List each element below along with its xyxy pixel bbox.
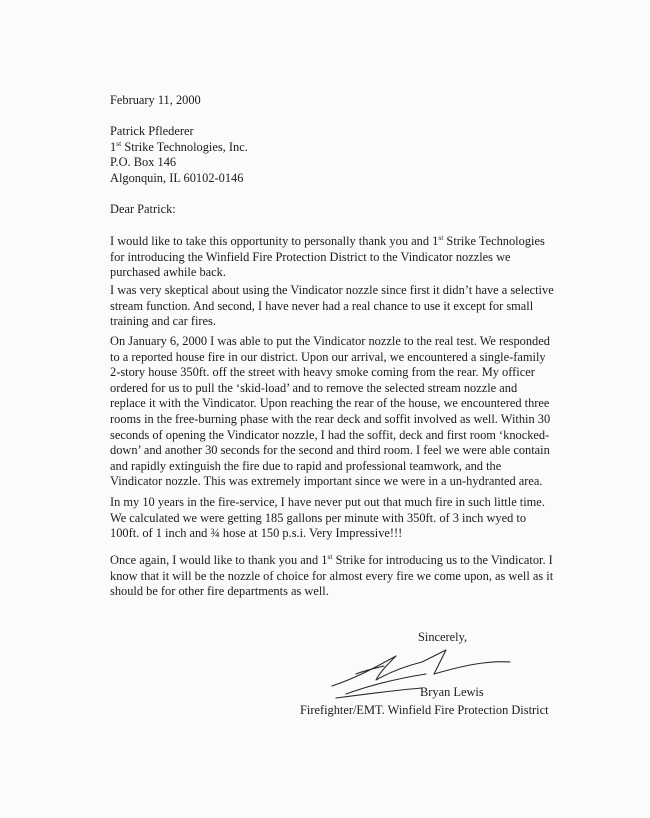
recipient-company: 1st Strike Technologies, Inc. [110, 138, 248, 154]
paragraph-2: I was very skeptical about using the Vindicator nozzle since first it didn’t have a selective stream function. And second, I have never had a real chance to use it except for small training and car fires. [110, 283, 554, 329]
signer-name: Bryan Lewis [420, 685, 484, 699]
paragraph-4: In my 10 years in the fire-service, I have never put out that much fire in such little time. We calculated we were getting 185 gallons per minute with 350ft. of 3 inch wyed to 100ft. of 1 inch and ¾ hose at 150 p.s.i. Very Impressive!!! [110, 495, 545, 541]
signer-title: Firefighter/EMT. Winfield Fire Protection District [300, 703, 549, 717]
closing: Sincerely, [418, 630, 468, 644]
recipient-po-box: P.O. Box 146 [110, 155, 177, 170]
recipient-address [110, 124, 588, 186]
letter-date: February 11, 2000 [110, 93, 201, 107]
recipient-name: Patrick Pflederer [110, 124, 194, 138]
recipient-city: Algonquin, IL 60102-0146 [110, 170, 244, 185]
paragraph-5: Once again, I would like to thank you and 1st Strike for introducing us to the Vindicator. I know that it will be the nozzle of choice for almost every fire we come upon, as well as it should be for other fire departments as well. [110, 551, 554, 599]
paragraph-3: On January 6, 2000 I was able to put the Vindicator nozzle to the real test. We responded to a reported house fire in our district. Upon our arrival, we encountered a single-family 2-story house 350ft. off the street with heavy smoke coming from the rear. My officer ordered for us to pull the ‘skid-load’ and to remove the selected stream nozzle and replace it with the Vindicator. Upon reaching the rear of the house, we encountered three rooms in the free-burning phase with the rear deck and soffit involved as well. Within 30 seconds of opening the Vindicator nozzle, I had the soffit, deck and first room ‘knocked- down’ and another 30 seconds for the second and third room. I feel we were able contain and rapidly extinguish the fire due to rapid and professional teamwork, and the Vindicator nozzle. This was extremely important since we were in a un-hydranted area. [110, 334, 551, 489]
handwritten-signature [326, 644, 536, 702]
paragraph-1: I would like to take this opportunity to personally thank you and 1st Strike Technologies for introducing the Winfield Fire Protection District to the Vindicator nozzles we purchased awhile back. [110, 232, 545, 280]
salutation: Dear Patrick: [110, 202, 176, 216]
